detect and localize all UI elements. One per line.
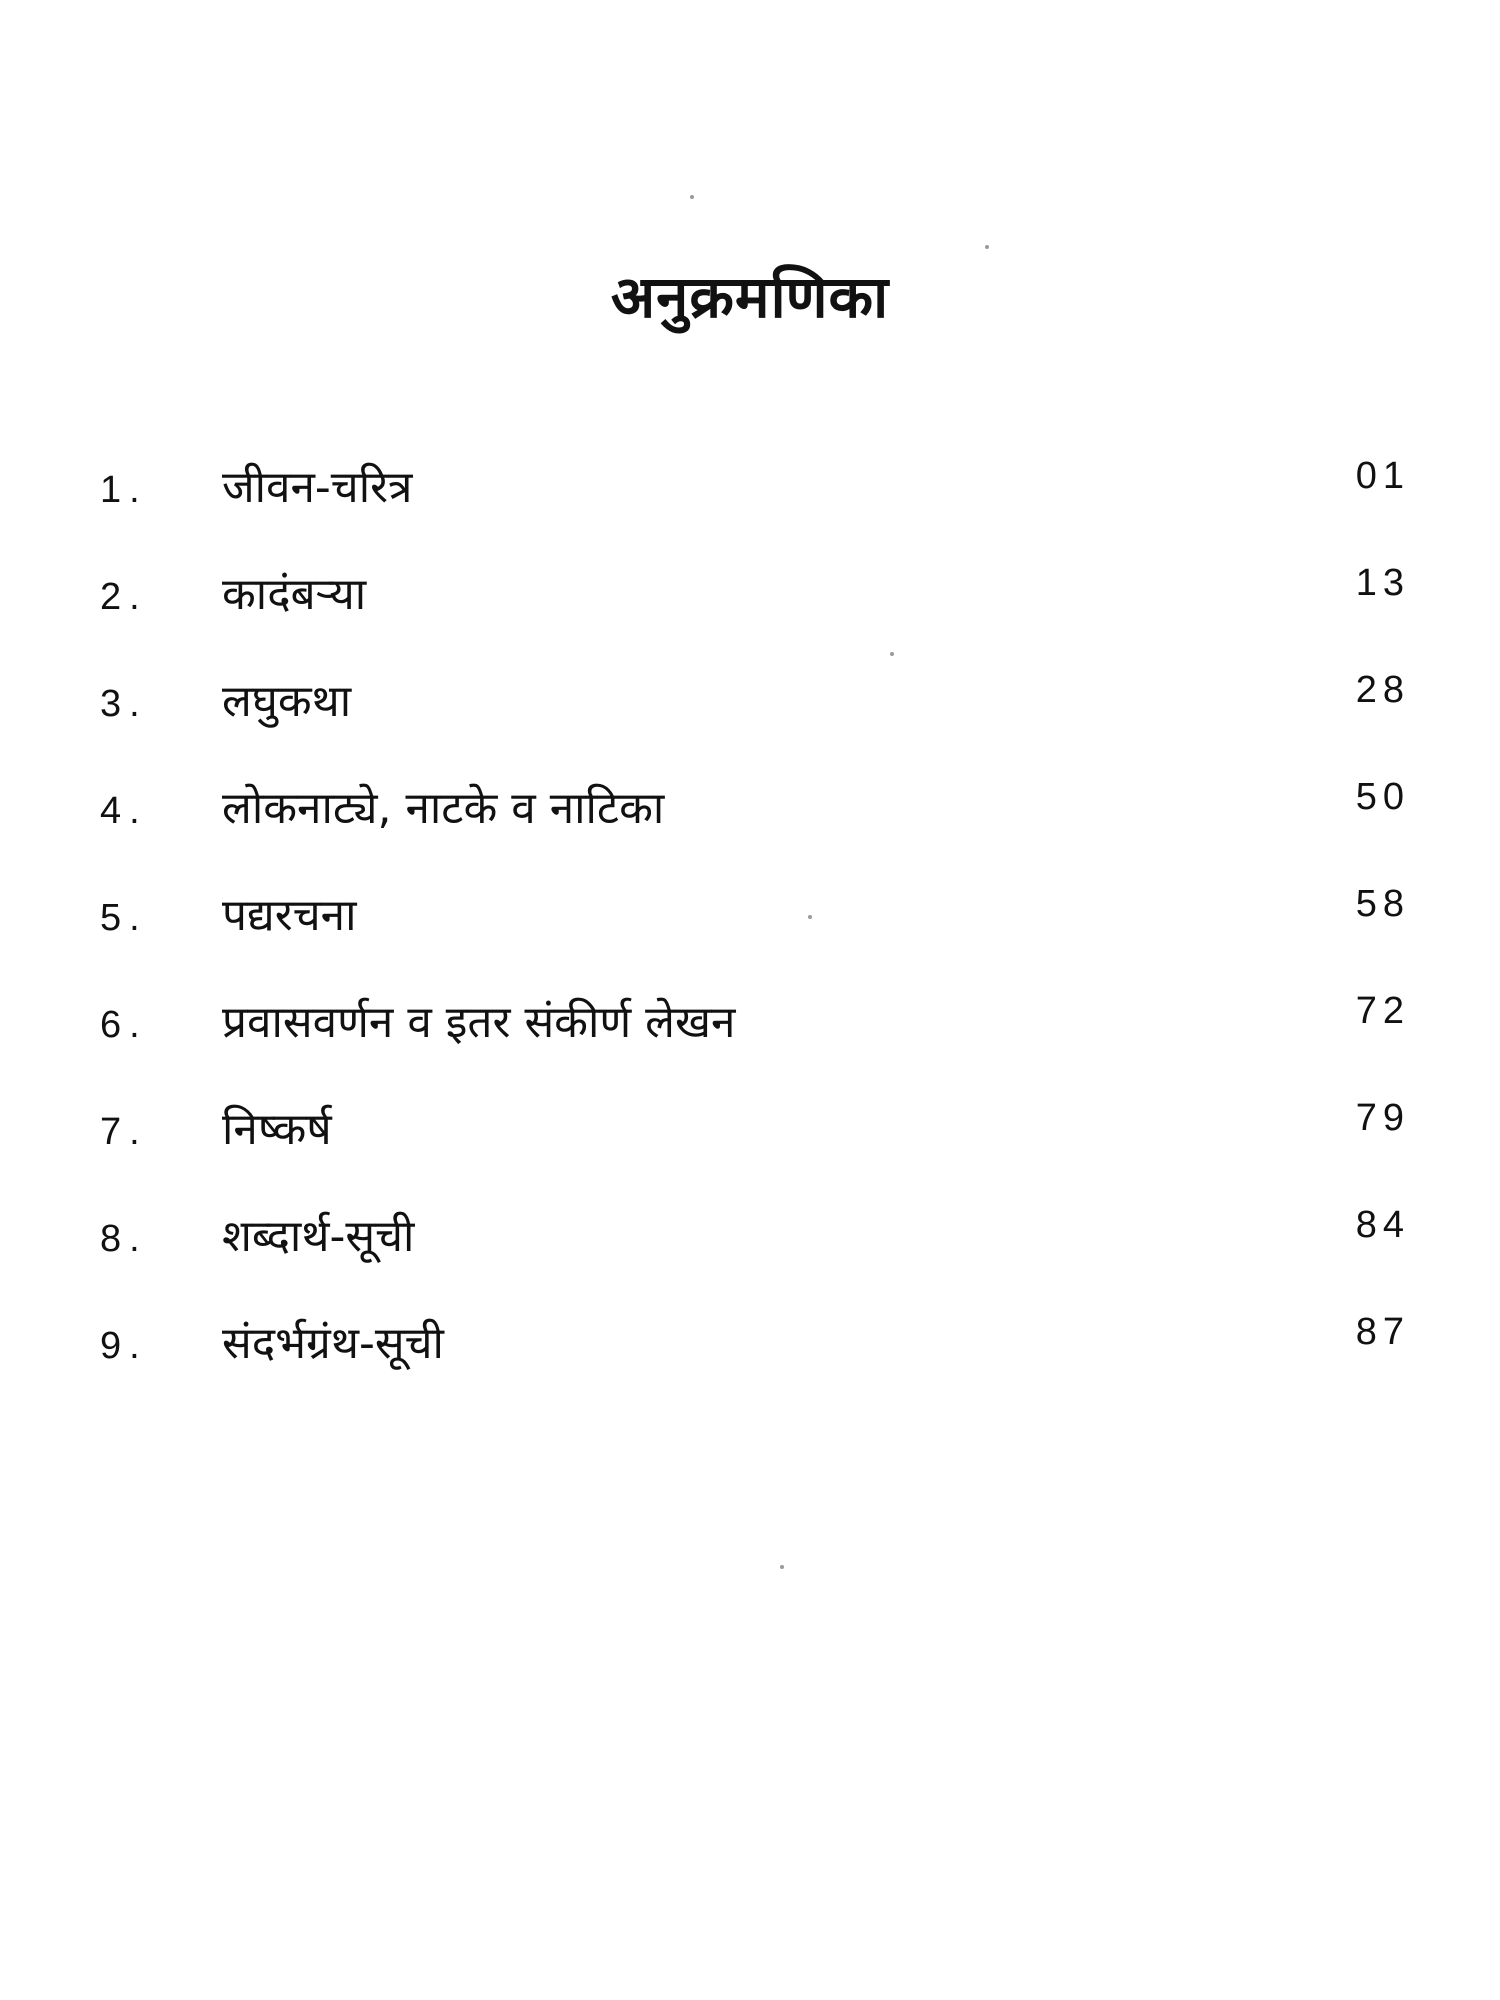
entry-page-number: 28 bbox=[1355, 669, 1410, 711]
entry-title: शब्दार्थ-सूची bbox=[222, 1211, 415, 1262]
entry-number: 9. bbox=[100, 1325, 148, 1367]
entry-number: 6. bbox=[100, 1004, 148, 1046]
toc-entry bbox=[0, 1097, 1500, 1204]
entry-page-number: 01 bbox=[1355, 455, 1410, 497]
entry-number: 8. bbox=[100, 1218, 148, 1260]
toc-entry bbox=[0, 990, 1500, 1097]
toc-entry bbox=[0, 562, 1500, 669]
scan-speck bbox=[780, 1565, 784, 1569]
toc-entry bbox=[0, 1204, 1500, 1311]
entry-number: 2. bbox=[100, 576, 148, 618]
entry-page-number: 72 bbox=[1355, 990, 1410, 1032]
toc-entry bbox=[0, 1311, 1500, 1418]
entry-title: पद्यरचना bbox=[222, 890, 357, 941]
entry-page-number: 58 bbox=[1355, 883, 1410, 925]
entry-title: प्रवासवर्णन व इतर संकीर्ण लेखन bbox=[222, 997, 736, 1048]
scan-speck bbox=[985, 245, 989, 249]
entry-title: लघुकथा bbox=[222, 676, 352, 727]
entry-title: कादंबऱ्या bbox=[222, 569, 367, 620]
entry-title: जीवन-चरित्र bbox=[222, 462, 413, 513]
entry-number: 4. bbox=[100, 790, 148, 832]
entry-title: संदर्भग्रंथ-सूची bbox=[222, 1318, 444, 1369]
table-of-contents bbox=[0, 455, 1500, 1418]
entry-number: 1. bbox=[100, 469, 148, 511]
entry-title: लोकनाट्ये, नाटके व नाटिका bbox=[222, 783, 665, 834]
page-title: अनुक्रमणिका bbox=[610, 263, 890, 331]
toc-entry bbox=[0, 455, 1500, 562]
scan-speck bbox=[690, 195, 694, 199]
toc-entry bbox=[0, 883, 1500, 990]
entry-number: 5. bbox=[100, 897, 148, 939]
entry-number: 7. bbox=[100, 1111, 148, 1153]
entry-number: 3. bbox=[100, 683, 148, 725]
toc-entry bbox=[0, 669, 1500, 776]
entry-page-number: 87 bbox=[1355, 1311, 1410, 1353]
toc-entry bbox=[0, 776, 1500, 883]
entry-page-number: 50 bbox=[1355, 776, 1410, 818]
entry-page-number: 84 bbox=[1355, 1204, 1410, 1246]
entry-page-number: 79 bbox=[1355, 1097, 1410, 1139]
entry-page-number: 13 bbox=[1355, 562, 1410, 604]
entry-title: निष्कर्ष bbox=[222, 1104, 332, 1155]
